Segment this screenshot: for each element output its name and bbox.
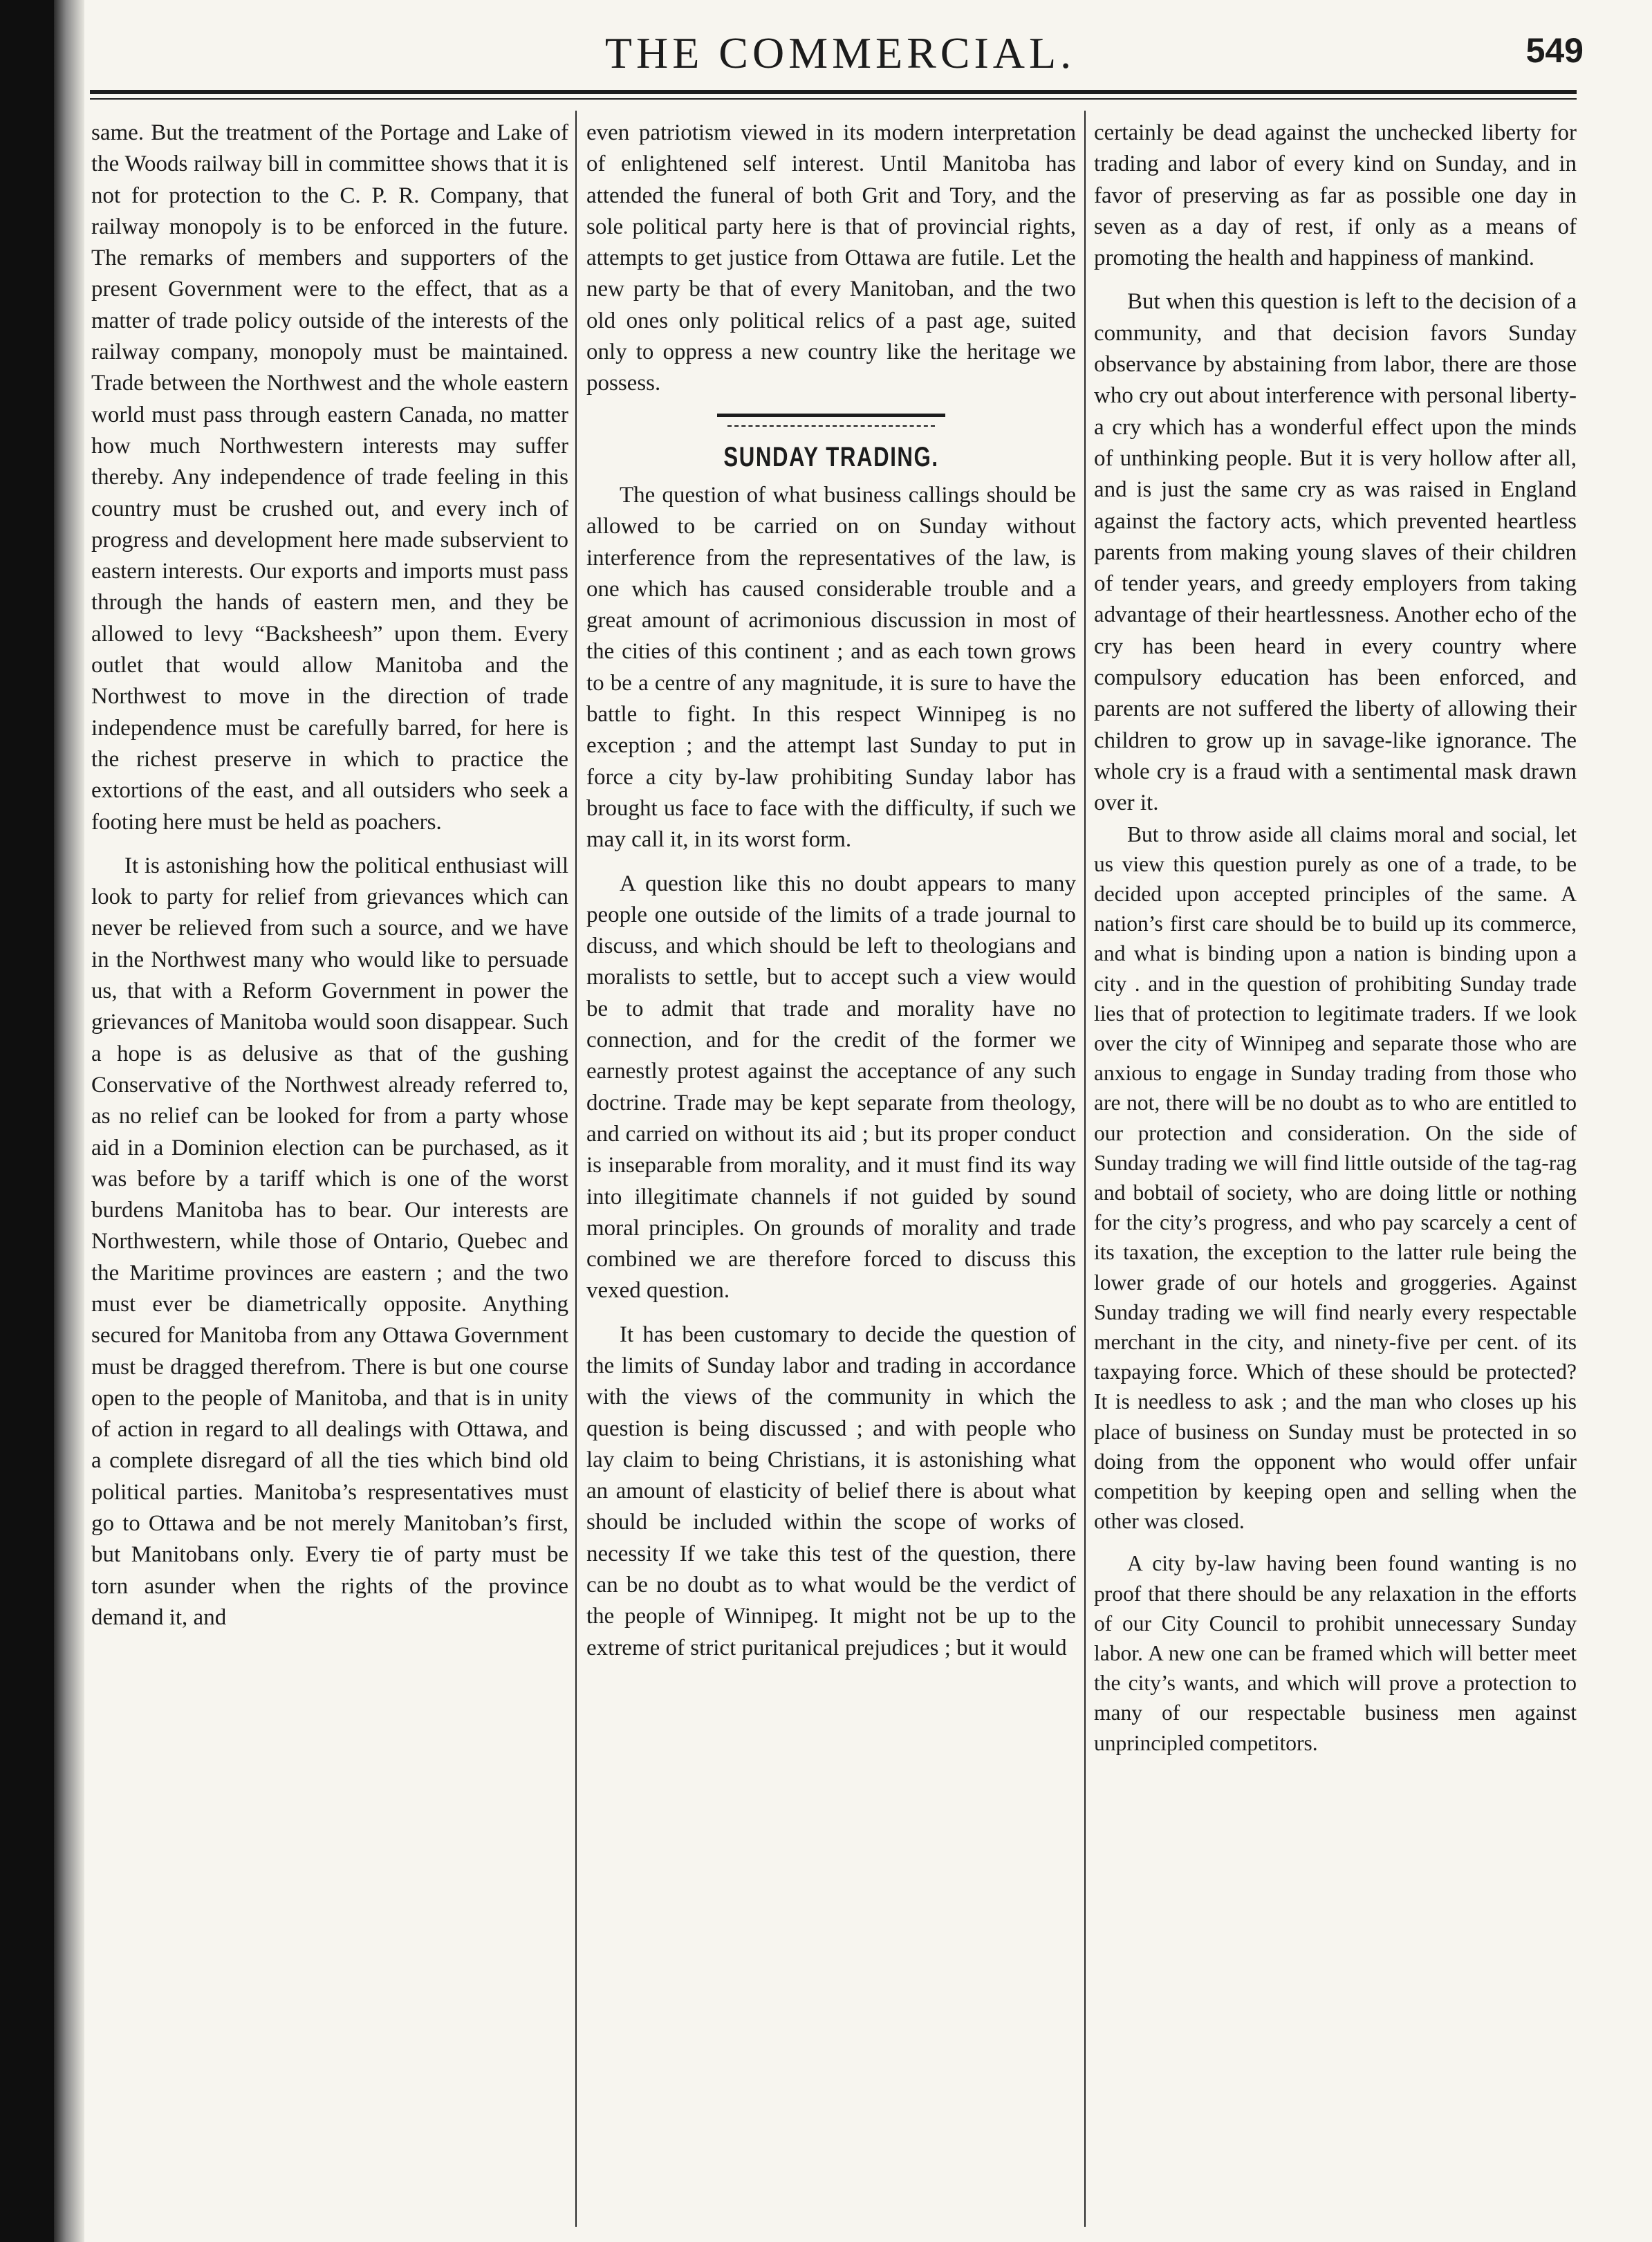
article-paragraph: certainly be dead against the unchecked liberty for trading and labor of every kind on Sunday, and in favor of preserving as far as possible one day in seven as a day of rest, if only as a means of promoting the health and happiness of mankind. <box>1094 120 1577 271</box>
article-paragraph: A city by-law having been found wanting is no proof that there should be any relaxation in the efforts of our City Council to prohibit unnecessary Sunday labor. A new one can be framed which will better meet the city’s wants, and which will prove a protection to many of our respectable business men against unprincipled competitors. <box>1094 1551 1577 1755</box>
binding-shadow <box>0 0 54 2242</box>
column-divider <box>575 111 577 2227</box>
column-1 <box>91 118 568 2220</box>
newspaper-title: THE COMMERCIAL. <box>604 28 1076 77</box>
column-2 <box>586 118 1076 2220</box>
section-divider-dashed <box>727 425 935 427</box>
article-paragraph: But when this question is left to the decision of a community, and that decision favors Sunday observance by abstaining from labor, there are those who cry out about interference with personal liberty- a cry which has a wonderful effect upon the minds of unthinking people. But it is very hollow after all, and is just the same cry as was raised in England against the factory acts, which prevented heartless parents from making young slaves of their children of tender years, and greedy employers from taking advantage of their heartlessness. Another echo of the cry has been heard in every country where compulsory education has been enforced, and parents are not suffered the liberty of allowing their children to grow up in savage-like ignorance. The whole cry is a fraud with a sentimental mask drawn over it. <box>1094 289 1577 816</box>
article-paragraph: It has been customary to decide the question of the limits of Sunday labor and trading in accordance with the views of the community in which the question is being discussed ; and with people who lay claim to being Christians, it is astonishing what an amount of elasticity of belief there is about what should be included within the scope of works of necessity If we take this test of the question, there can be no doubt as to what would be the verdict of the people of Winnipeg. It might not be up to the extreme of strict puritanical prejudices ; but it would <box>586 1322 1076 1660</box>
article-paragraph: But to throw aside all claims moral and social, let us view this question purely as one of a trade, to be decided upon accepted principles of the same. A nation’s first care should be to build up its commerce, and what is binding upon a nation is binding upon a city . and in the question of prohibiting Sunday trade lies that of protection to legitimate traders. If we look over the city of Winnipeg and separate those who are anxious to engage in Sunday trading from those who are not, there will be no doubt as to who are entitled to our protection and consideration. On the side of Sunday trading we will find little outside of the tag-rag and bobtail of society, who are doing little or nothing for the city’s progress, and who pay scarcely a cent of its taxation, the exception to the latter rule being the lower grade of our hotels and groggeries. Against Sunday trading we will find nearly every respectable merchant in the city, and ninety-five per cent. of its taxpaying force. Which of these should be protected? It is needless to ask ; and the man who closes up his place of business on Sunday must be protected in so doing from the opponent who would offer unfair competition by keeping open and selling when the other was closed. <box>1094 822 1577 1534</box>
masthead <box>97 28 1584 83</box>
article-paragraph: The question of what business callings should be allowed to be carried on on Sunday without interference from the representatives of the law, is one which has caused considerable trouble and a great amount of acrimonious discussion in most of the cities of this continent ; and as each town grows to be a centre of any magnitude, it is sure to have the battle to fight. In this respect Winnipeg is no exception ; and the attempt last Sunday to put in force a city by-law prohibiting Sunday labor has brought us face to face with the difficulty, if such we may call it, in its worst form. <box>586 482 1076 853</box>
article-paragraph: It is astonishing how the political enthusiast will look to party for relief from grievances which can never be relieved from such a source, and we have in the Northwest many who would like to persuade us, that with a Reform Government in power the grievances of Manitoba would soon disappear. Such a hope is as delusive as that of the gushing Conservative of the Northwest already referred to, as no relief can be looked for from a party whose aid in a Dominion election can be purchased, as it was before by a tariff which is one of the worst burdens Manitoba has to bear. Our interests are Northwestern, while those of Ontario, Quebec and the Maritime provinces are eastern ; and the two must ever be diametrically opposite. Anything secured for Manitoba from any Ottawa Government must be dragged therefrom. There is but one course open to the people of Manitoba, and that is in unity of action in regard to all dealings with Ottawa, and a complete disregard of all the ties which bind old political parties. Manitoba’s respresentatives must go to Ottawa and be not merely Manitoban’s first, but Manitobans only. Every tie of party must be torn asunder when the rights of the province demand it, and <box>91 853 568 1630</box>
article-paragraph: same. But the treatment of the Portage and Lake of the Woods railway bill in committee shows that it is not for protection to the C. P. R. Company, that railway monopoly is to be enforced in the future. The remarks of members and supporters of the present Government were to the effect, that as a matter of trade policy outside of the interests of the railway company, monopoly must be maintained. Trade between the Northwest and the whole eastern world must pass through eastern Canada, no matter how much Northwestern interests may suffer thereby. Any independence of trade feeling in this country must be crushed out, and every inch of progress and development here made subservient to eastern interests. Our exports and imports must pass through the hands of eastern men, and they be allowed to levy “Backsheesh” upon them. Every outlet that would allow Manitoba and the Northwest to move in the direction of trade independence must be carefully barred, for here is the richest preserve in which to practice the extortions of the east, and all outsiders who seek a footing here must be held as poachers. <box>91 120 568 835</box>
section-divider <box>717 414 945 417</box>
article-paragraph: even patriotism viewed in its modern interpretation of enlightened self interest. Until Manitoba has attended the funeral of both Grit and Tory, and the sole political party here is that of provincial rights, attempts to get justice from Ottawa are futile. Let the new party be that of every Manitoban, and the two old ones only political relics of a past age, suited only to oppress a new country like the heritage we possess. <box>586 120 1076 396</box>
masthead-rule <box>90 90 1577 94</box>
binding-edge <box>54 0 84 2242</box>
column-divider <box>1084 111 1086 2227</box>
column-3 <box>1094 118 1577 2220</box>
section-heading: SUNDAY TRADING. <box>723 441 939 472</box>
article-paragraph: A question like this no doubt appears to many people one outside of the limits of a trade journal to discuss, and which should be left to theologians and moralists to settle, but to accept such a view would be to admit that trade and morality have no connection, and for the credit of the former we earnestly protest against the acceptance of any such doctrine. Trade may be kept separate from theology, and carried on without its aid ; but its proper conduct is inseparable from morality, and it must find its way into illegitimate channels if not guided by sound moral principles. On grounds of morality and trade combined we are therefore forced to discuss this vexed question. <box>586 871 1076 1304</box>
masthead-rule-thin <box>90 98 1577 100</box>
dense-text-block <box>1094 819 1577 1758</box>
page-number: 549 <box>1525 31 1584 70</box>
